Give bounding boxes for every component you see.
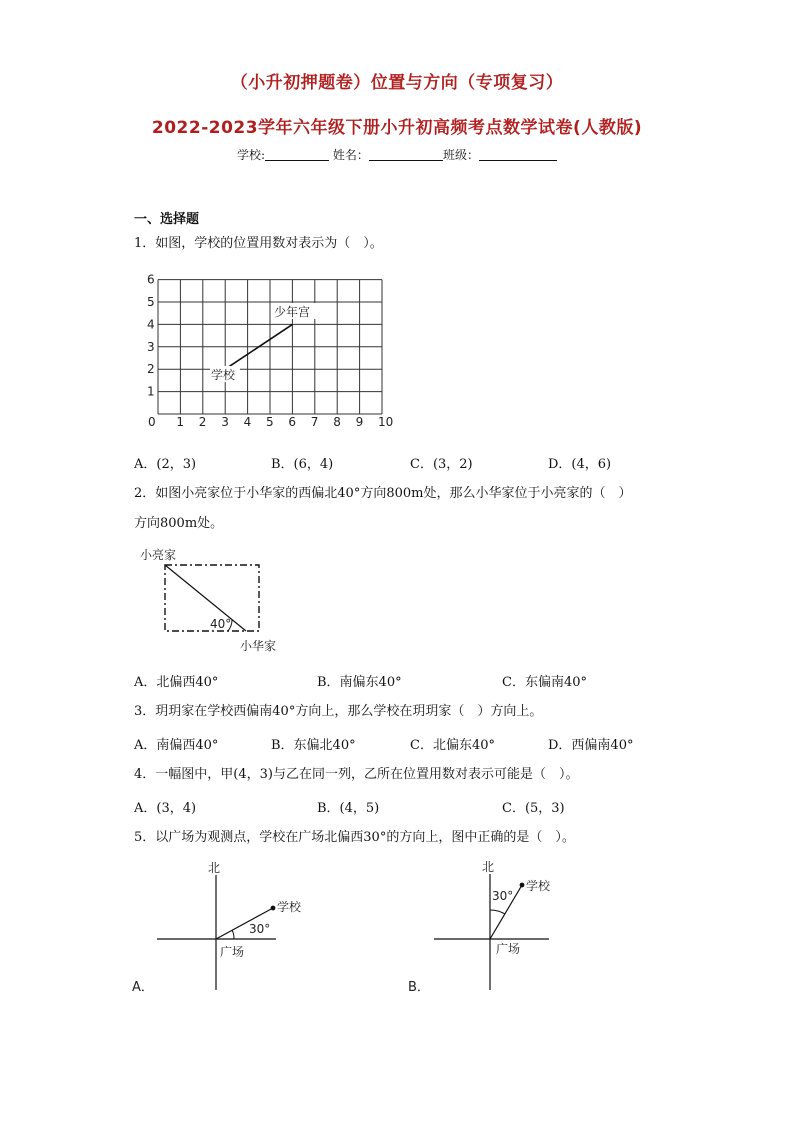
- q1-y-tick-label: 5: [147, 295, 155, 309]
- q2-option-a[interactable]: A．北偏西40°: [134, 675, 219, 690]
- q5a-angle-arc: [232, 930, 234, 939]
- q1-y-tick-label: 1: [147, 384, 155, 399]
- q4-option-c[interactable]: C．(5，3): [502, 801, 565, 816]
- q2-label-xiaoliang: 小亮家: [140, 548, 177, 562]
- q1-x-tick-label: 3: [221, 415, 229, 429]
- q1-option-c[interactable]: C．(3，2): [410, 457, 473, 472]
- q1-x-tick-label: 1: [176, 415, 185, 429]
- q2-label-xiaohua: 小华家: [240, 639, 277, 653]
- q1-label-school: 学校: [211, 368, 236, 382]
- q5a-north-label: 北: [208, 861, 221, 875]
- q1-grid-lines: [158, 280, 382, 414]
- q2-figure: [134, 540, 304, 660]
- question-4-text: 4．一幅图中，甲(4，3)与乙在同一列，乙所在位置用数对表示可能是（ ）。: [134, 767, 579, 782]
- q3-option-d[interactable]: D．西偏南40°: [548, 738, 634, 753]
- q5b-angle-label: 30°: [492, 889, 514, 903]
- question-2-line-1: 2．如图小亮家位于小华家的西偏北40°方向800m处，那么小华家位于小亮家的（ ）: [134, 486, 632, 501]
- q1-y-tick-labels: [147, 273, 155, 399]
- q1-option-b[interactable]: B．(6，4): [271, 457, 334, 472]
- q5a-option-letter[interactable]: A．: [132, 980, 154, 995]
- q2-angle-label: 40°: [210, 617, 232, 631]
- q1-label-gong: 少年宫: [274, 305, 311, 319]
- q5a-angle-label: 30°: [249, 922, 271, 936]
- q5-figure-a: [130, 855, 330, 1000]
- class-blank[interactable]: [479, 148, 557, 161]
- q2-option-b[interactable]: B．南偏东40°: [317, 675, 402, 690]
- q1-x-tick-label: 9: [355, 415, 364, 429]
- q1-x-tick-label: 0: [148, 415, 156, 429]
- school-label: 学校:: [237, 148, 266, 162]
- q5a-school-dot: [271, 906, 276, 911]
- school-blank[interactable]: [265, 148, 329, 161]
- q1-y-tick-label: 6: [147, 272, 155, 287]
- q4-option-a[interactable]: A．(3，4): [134, 801, 197, 816]
- name-label: 姓名：: [332, 148, 369, 162]
- question-5-text: 5．以广场为观测点，学校在广场北偏西30°的方向上，图中正确的是（ ）。: [134, 830, 575, 845]
- q1-grid-figure: [140, 268, 410, 433]
- q5b-north-label: 北: [482, 860, 495, 874]
- q3-option-b[interactable]: B．东偏北40°: [271, 738, 356, 753]
- paper-title-1: （小升初押题卷）位置与方向（专项复习）: [230, 73, 564, 93]
- q2-option-c[interactable]: C．东偏南40°: [502, 675, 587, 690]
- q3-option-a[interactable]: A．南偏西40°: [134, 738, 219, 753]
- q1-x-tick-labels: [148, 415, 393, 429]
- question-1-text: 1．如图，学校的位置用数对表示为（ ）。: [134, 236, 383, 251]
- q1-y-tick-label: 3: [147, 339, 155, 354]
- q1-x-tick-label: 2: [198, 415, 207, 429]
- q5b-school-dot: [520, 883, 525, 888]
- q1-x-tick-label: 10: [378, 415, 394, 429]
- name-blank[interactable]: [369, 148, 443, 161]
- q1-x-tick-label: 4: [243, 415, 252, 429]
- q1-x-tick-label: 5: [266, 415, 274, 429]
- q5-figure-b: [406, 852, 606, 997]
- q5b-angle-arc: [490, 910, 505, 914]
- question-3-text: 3．玥玥家在学校西偏南40°方向上，那么学校在玥玥家（ ）方向上。: [134, 704, 543, 719]
- q1-x-tick-label: 8: [333, 415, 341, 429]
- section-title: 一、选择题: [134, 212, 200, 227]
- q5a-plaza-label: 广场: [220, 945, 245, 959]
- q5b-school-label: 学校: [526, 879, 551, 893]
- q1-y-tick-label: 2: [147, 362, 155, 377]
- class-label: 班级：: [442, 148, 479, 162]
- question-2-line-2: 方向800m处。: [134, 516, 224, 531]
- q1-y-tick-label: 4: [147, 317, 155, 332]
- paper-title-2: 2022-2023学年六年级下册小升初高频考点数学试卷(人教版): [151, 118, 643, 138]
- q5a-school-label: 学校: [277, 900, 302, 914]
- q4-option-b[interactable]: B．(4，5): [317, 801, 380, 816]
- q3-option-c[interactable]: C．北偏东40°: [410, 738, 495, 753]
- student-info-line: [0, 146, 794, 163]
- q1-x-tick-label: 7: [310, 415, 319, 429]
- q1-x-tick-label: 6: [288, 415, 297, 429]
- q2-diagonal-line: [165, 565, 246, 631]
- q5b-option-letter[interactable]: B．: [408, 980, 430, 995]
- q1-option-d[interactable]: D．(4，6): [548, 457, 612, 472]
- q1-option-a[interactable]: A．(2，3): [134, 457, 197, 472]
- q5b-plaza-label: 广场: [496, 942, 521, 956]
